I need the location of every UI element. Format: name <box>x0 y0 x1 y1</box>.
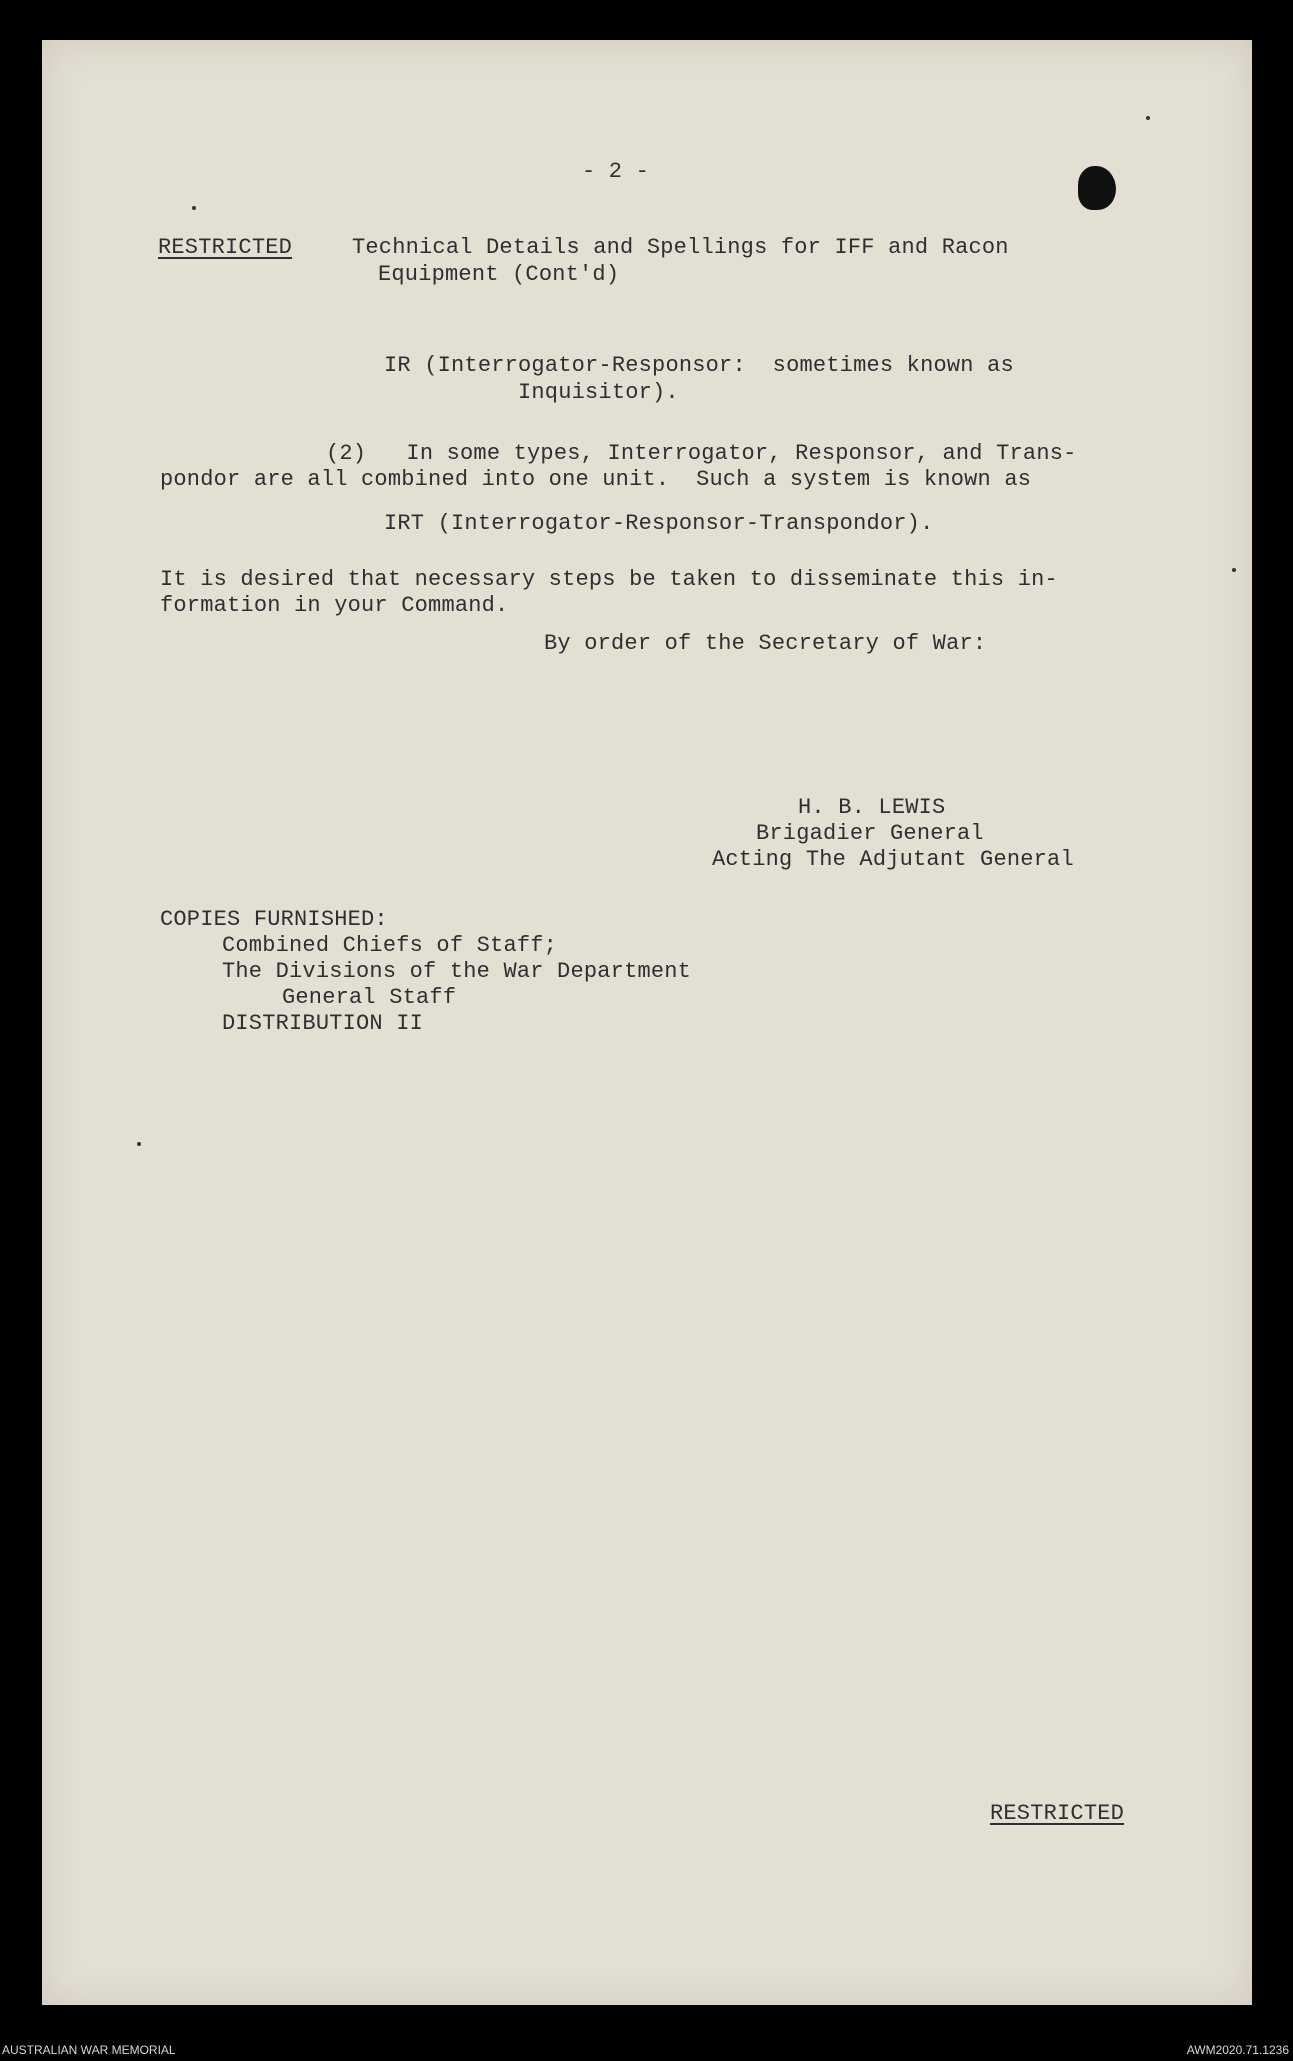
copies-item: General Staff <box>282 985 457 1010</box>
classification-header: RESTRICTED <box>158 235 293 260</box>
copies-item: DISTRIBUTION II <box>222 1011 424 1036</box>
classification-footer: RESTRICTED <box>990 1801 1125 1826</box>
archive-reference: AWM2020.71.1236 <box>1186 2043 1289 2057</box>
paper-speck <box>1232 568 1236 572</box>
paper-speck <box>1146 116 1150 120</box>
irt-line: IRT (Interrogator-Responsor-Transpondor). <box>384 511 934 536</box>
signature-rank: Brigadier General <box>756 821 984 846</box>
copies-heading: COPIES FURNISHED: <box>160 907 388 932</box>
signature-title: Acting The Adjutant General <box>712 847 1074 872</box>
copies-item: The Divisions of the War Department <box>222 959 692 984</box>
document-page <box>42 40 1252 2005</box>
ir-line-1: IR (Interrogator-Responsor: sometimes known as <box>384 353 1014 378</box>
dissemination-line-2: formation in your Command. <box>160 593 509 618</box>
signature-name: H. B. LEWIS <box>798 795 946 820</box>
dissemination-line-1: It is desired that necessary steps be taken to disseminate this in- <box>160 567 1058 592</box>
paragraph-2-line-2: pondor are all combined into one unit. Such a system is known as <box>160 467 1032 492</box>
subject-line-1: Technical Details and Spellings for IFF and Racon <box>352 235 1009 260</box>
order-line: By order of the Secretary of War: <box>544 631 987 656</box>
page-number: - 2 - <box>582 159 650 184</box>
archive-label: AUSTRALIAN WAR MEMORIAL <box>2 2043 176 2057</box>
copies-item: Combined Chiefs of Staff; <box>222 933 558 958</box>
paper-speck <box>192 206 196 210</box>
ir-line-2: Inquisitor). <box>518 380 679 405</box>
subject-line-2: Equipment (Cont'd) <box>378 262 620 287</box>
paragraph-2-line-1: (2) In some types, Interrogator, Responsor, and Trans- <box>326 441 1077 466</box>
punch-hole <box>1078 166 1116 210</box>
paper-speck <box>137 1142 141 1146</box>
